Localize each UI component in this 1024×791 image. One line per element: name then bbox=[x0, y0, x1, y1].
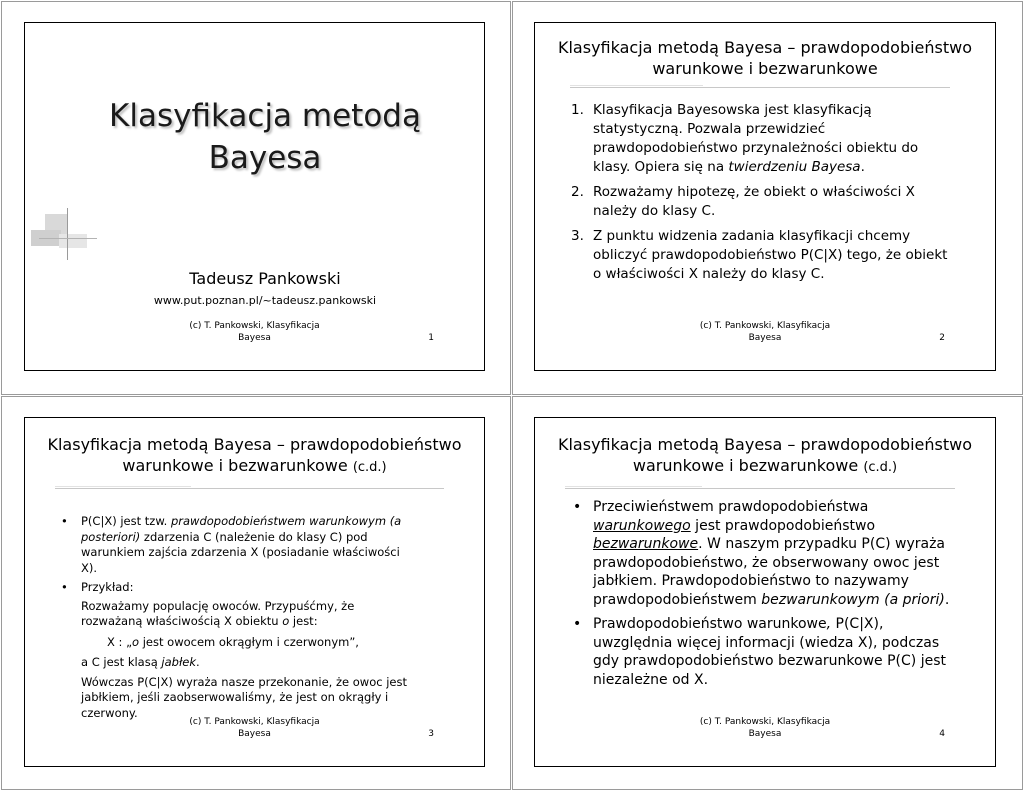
bullet-icon: • bbox=[61, 514, 68, 528]
list-item: • P(C|X) jest tzw. prawdopodobieństwem warunkowym (a posteriori) zdarzenia C (należenie do klasy C) pod warunkiem zajścia zdarzenia X (posiadanie właściwości X). bbox=[61, 514, 402, 575]
slide-cell-4 bbox=[512, 396, 1023, 790]
decorative-blocks-graphic bbox=[31, 208, 101, 268]
list-item: • Przeciwieństwem prawdopodobieństwa warunkowego jest prawdopodobieństwo bezwarunkowe. W naszym przypadku P(C) wyraża prawdopodobieństwo, że obserwowany owoc jest jabłkiem. Prawdopodobieństwo to nazywamy prawdopodobieństwem bezwarunkowym (a priori). bbox=[573, 499, 950, 608]
page-number: 1 bbox=[428, 333, 434, 343]
slide-title: Klasyfikacja metodą Bayesa – prawdopodobieństwo warunkowe i bezwarunkowe (c.d.) bbox=[47, 435, 462, 475]
slide-cell-2 bbox=[512, 1, 1023, 395]
page-number: 4 bbox=[939, 729, 945, 739]
numbered-list bbox=[565, 101, 950, 290]
bullet-icon: • bbox=[61, 580, 68, 594]
slide-3 bbox=[24, 417, 485, 767]
slide-footer: (c) T. Pankowski, Klasyfikacja Bayesa bbox=[189, 321, 320, 343]
title-divider bbox=[565, 488, 955, 489]
title-divider bbox=[570, 87, 950, 88]
slide-cell-1 bbox=[1, 1, 511, 395]
list-item: • Prawdopodobieństwo warunkowe, P(C|X), uwzględnia więcej informacji (wiedza X), podczas gdy prawdopodobieństwo bezwarunkowe P(C) jest niezależne od X. bbox=[573, 616, 946, 688]
slide-footer: (c) T. Pankowski, Klasyfikacja Bayesa bbox=[699, 717, 831, 739]
slide-url: www.put.poznan.pl/~tadeusz.pankowski bbox=[153, 294, 377, 307]
slide-footer: (c) T. Pankowski, Klasyfikacja Bayesa bbox=[699, 321, 831, 343]
slide-title: Klasyfikacja metodą Bayesa – prawdopodobieństwo warunkowe i bezwarunkowe (c.d.) bbox=[557, 435, 973, 475]
bullet-list bbox=[55, 514, 415, 721]
page-number: 2 bbox=[939, 333, 945, 343]
bullet-list bbox=[567, 498, 962, 689]
slide-title: Klasyfikacja metodą Bayesa bbox=[109, 98, 421, 176]
title-divider bbox=[55, 488, 444, 489]
slide-2 bbox=[534, 22, 996, 371]
slide-cell-3 bbox=[1, 396, 511, 790]
page-number: 3 bbox=[428, 729, 434, 739]
slide-footer: (c) T. Pankowski, Klasyfikacja Bayesa bbox=[189, 717, 320, 739]
list-item: • Przykład: Rozważamy populację owoców. Przypuśćmy, że rozważaną właściwością X obiektu o jest: X : „o jest owocem okrągłym i czerwonym”, a C jest klasą jabłek. Wówczas P(C|X) wyraża nasze przekonanie, że owoc jest jabłkiem, jeśli zaobserwowaliśmy, że jest on okrągły i czerwony. bbox=[61, 580, 407, 720]
list-item: 2. Rozważamy hipotezę, że obiekt o właściwości X należy do klasy C. bbox=[571, 184, 915, 219]
list-item: 1. Klasyfikacja Bayesowska jest klasyfikacją statystyczną. Pozwala przewidzieć prawdopodobieństwo przynależności obiektu do klasy. Opiera się na twierdzeniu Bayesa. bbox=[571, 102, 919, 175]
bullet-icon: • bbox=[573, 499, 582, 515]
slide-4 bbox=[534, 417, 996, 767]
slide-1 bbox=[24, 22, 485, 371]
list-item: 3. Z punktu widzenia zadania klasyfikacji chcemy obliczyć prawdopodobieństwo P(C|X) tego, że obiekt o właściwości X należy do klasy C. bbox=[571, 228, 948, 282]
bullet-icon: • bbox=[573, 616, 582, 632]
slide-author: Tadeusz Pankowski bbox=[189, 269, 341, 288]
slide-title: Klasyfikacja metodą Bayesa – prawdopodobieństwo warunkowe i bezwarunkowe bbox=[557, 38, 973, 78]
